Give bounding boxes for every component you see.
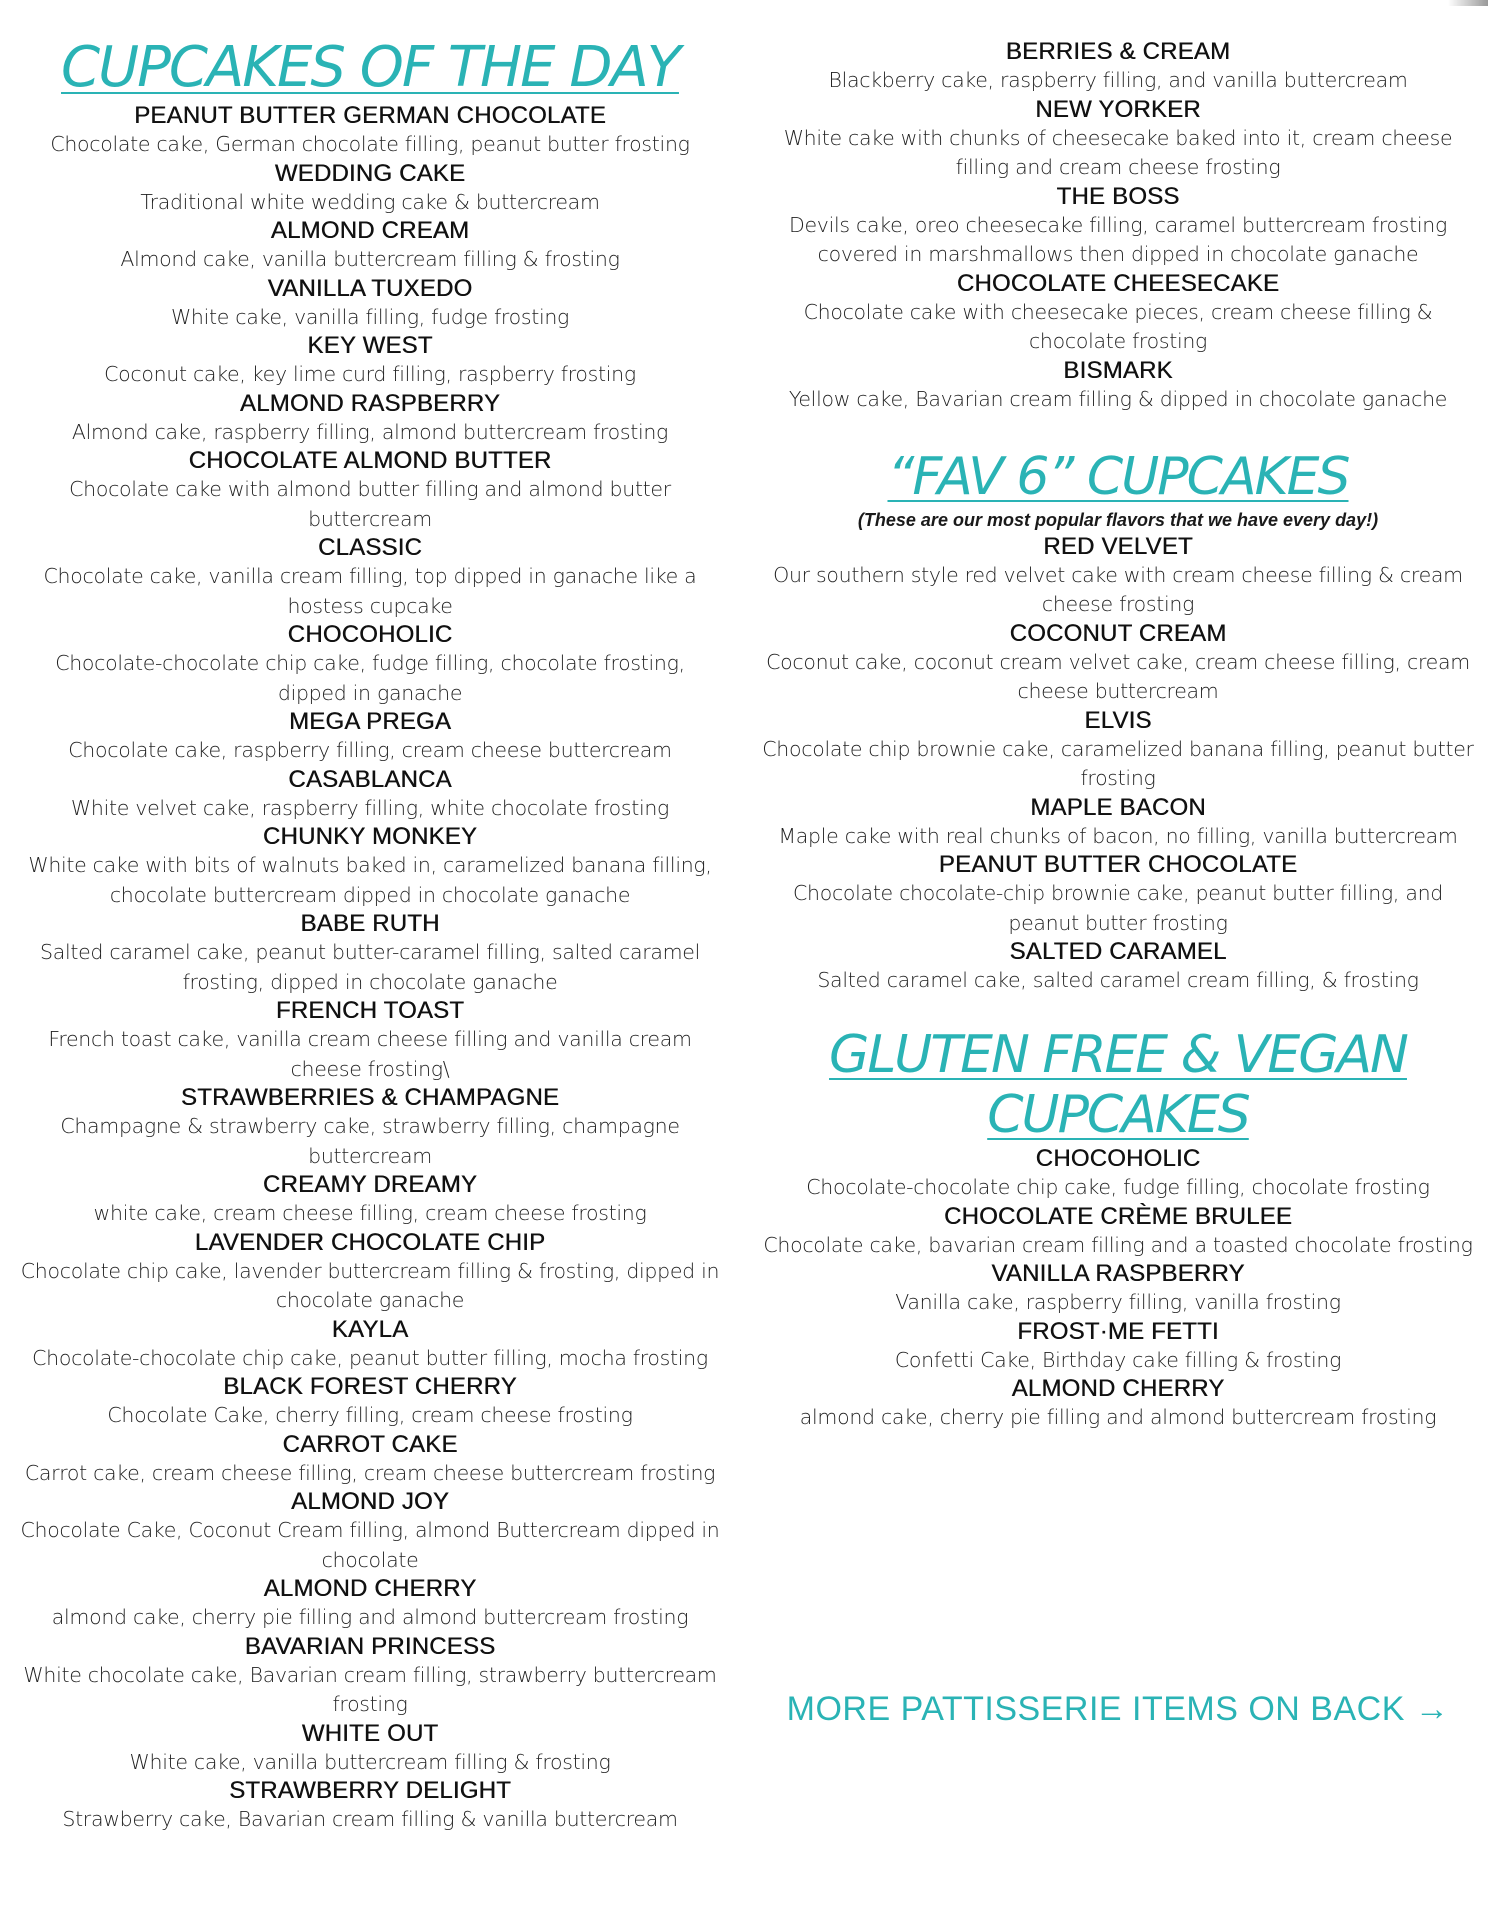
menu-item	[18, 1633, 722, 1720]
menu-item	[18, 275, 722, 333]
menu-item	[762, 1318, 1474, 1376]
menu-item-name: BABE RUTH	[300, 910, 440, 938]
menu-item-name: COCONUT CREAM	[1009, 619, 1227, 647]
menu-item-name: ELVIS	[1084, 706, 1152, 734]
menu-item-description: Chocolate cake, German chocolate filling, peanut butter frosting	[50, 132, 690, 157]
menu-item-description: Chocolate-chocolate chip cake, fudge filling, chocolate frosting	[806, 1175, 1430, 1200]
menu-item-name: STRAWBERRIES & CHAMPAGNE	[180, 1084, 560, 1112]
menu-item-name: CASABLANCA	[288, 765, 452, 793]
menu-item-description: Champagne & strawberry cake, strawberry filling, champagne buttercream	[60, 1114, 680, 1168]
menu-item-description: Chocolate cake with almond butter filling and almond butter buttercream	[69, 477, 671, 531]
menu-item	[18, 1229, 722, 1316]
gluten-free-list	[762, 1145, 1474, 1433]
fav6-list	[762, 533, 1474, 996]
menu-item	[18, 102, 722, 160]
menu-item-description: Carrot cake, cream cheese filling, cream cheese buttercream frosting	[24, 1460, 716, 1485]
menu-item	[762, 38, 1474, 96]
gluten-free-title-line1: GLUTEN FREE & VEGAN	[829, 1024, 1407, 1085]
menu-item-name: KEY WEST	[307, 332, 433, 360]
menu-item-name: BISMARK	[1063, 356, 1173, 384]
menu-item-description: white cake, cream cheese filling, cream cheese frosting	[93, 1201, 647, 1226]
menu-item-name: SALTED CARAMEL	[1009, 938, 1227, 966]
left-column	[18, 36, 722, 1835]
menu-item-description: almond cake, cherry pie filling and almond buttercream frosting	[51, 1605, 689, 1630]
menu-item-name: CLASSIC	[317, 534, 423, 562]
menu-item	[18, 1488, 722, 1575]
menu-item	[762, 357, 1474, 415]
menu-item-description: Strawberry cake, Bavarian cream filling & vanilla buttercream	[62, 1807, 678, 1832]
menu-item-description: White cake with bits of walnuts baked in, caramelized banana filling, chocolate buttercream dipped in chocolate ganache	[28, 853, 712, 907]
right-column	[762, 38, 1474, 1433]
more-items-text: MORE PATTISSERIE ITEMS ON BACK	[786, 1690, 1405, 1728]
menu-item-description: Chocolate-chocolate chip cake, peanut butter filling, mocha frosting	[32, 1345, 708, 1370]
menu-item-name: BLACK FOREST CHERRY	[223, 1373, 517, 1401]
menu-item-description: Salted caramel cake, salted caramel cream filling, & frosting	[817, 968, 1419, 993]
menu-item	[18, 1171, 722, 1229]
menu-item-name: FRENCH TOAST	[275, 997, 465, 1025]
menu-item	[18, 1720, 722, 1778]
menu-item-name: ALMOND CHERRY	[263, 1575, 477, 1603]
menu-item	[18, 1316, 722, 1374]
menu-item-description: Traditional white wedding cake & buttercream	[140, 189, 600, 214]
cupcakes-of-the-day-list	[18, 102, 722, 1835]
more-items-link[interactable]	[762, 1690, 1474, 1729]
menu-item-name: CHOCOLATE CHEESECAKE	[956, 269, 1280, 297]
menu-item	[762, 183, 1474, 270]
menu-item-description: Blackberry cake, raspberry filling, and vanilla buttercream	[828, 68, 1408, 92]
menu-item-name: KAYLA	[331, 1315, 409, 1343]
menu-item	[762, 851, 1474, 938]
menu-item-name: CHOCOLATE CRÈME BRULEE	[943, 1202, 1293, 1230]
menu-item-name: CHUNKY MONKEY	[262, 823, 478, 851]
menu-item	[18, 621, 722, 708]
menu-item-name: FROST·ME FETTI	[1017, 1317, 1219, 1345]
menu-item-name: VANILLA RASPBERRY	[991, 1260, 1245, 1288]
menu-item	[18, 910, 722, 997]
menu-item-description: Confetti Cake, Birthday cake filling & frosting	[894, 1347, 1342, 1372]
menu-item-name: ALMOND CREAM	[270, 217, 470, 245]
menu-item-description: Salted caramel cake, peanut butter-caramel filling, salted caramel frosting, dipped in chocolate ganache	[40, 940, 700, 994]
menu-item	[762, 938, 1474, 996]
menu-item	[18, 766, 722, 824]
menu-item	[762, 96, 1474, 183]
menu-item-name: LAVENDER CHOCOLATE CHIP	[194, 1228, 546, 1256]
menu-item-description: White cake, vanilla filling, fudge frosting	[170, 304, 570, 329]
menu-item-description: Chocolate cake, bavarian cream filling and a toasted chocolate frosting	[763, 1232, 1473, 1257]
menu-item	[18, 823, 722, 910]
menu-item-name: BERRIES & CREAM	[1005, 38, 1231, 65]
menu-item	[18, 332, 722, 390]
menu-item-description: Almond cake, vanilla buttercream filling & frosting	[120, 247, 620, 272]
menu-item-description: Devils cake, oreo cheesecake filling, caramel buttercream frosting covered in marshmallows then dipped in chocolate ganache	[789, 212, 1447, 266]
menu-item-name: CARROT CAKE	[282, 1430, 458, 1458]
scan-edge	[1448, 0, 1488, 6]
menu-item	[18, 447, 722, 534]
menu-item	[18, 160, 722, 218]
menu-item-name: ALMOND CHERRY	[1011, 1375, 1225, 1403]
menu-item-description: Vanilla cake, raspberry filling, vanilla frosting	[895, 1290, 1341, 1315]
menu-item	[18, 217, 722, 275]
menu-item-description: Chocolate Cake, cherry filling, cream cheese frosting	[107, 1403, 633, 1428]
menu-item-description: Chocolate chip cake, lavender buttercream filling & frosting, dipped in chocolate ganache	[20, 1258, 720, 1313]
cupcakes-of-the-day-title: CUPCAKES OF THE DAY	[61, 35, 679, 100]
menu-item	[762, 1260, 1474, 1318]
menu-item-name: WEDDING CAKE	[274, 159, 466, 187]
menu-item-description: Chocolate cake, raspberry filling, cream cheese buttercream	[68, 738, 672, 763]
menu-item	[762, 270, 1474, 357]
menu-item	[762, 1203, 1474, 1261]
menu-item-name: ALMOND JOY	[290, 1488, 450, 1516]
menu-item	[18, 1777, 722, 1835]
menu-item-name: VANILLA TUXEDO	[267, 274, 473, 302]
menu-item-description: Chocolate cake, vanilla cream filling, top dipped in ganache like a hostess cupcake	[43, 564, 697, 618]
menu-item-name: STRAWBERRY DELIGHT	[229, 1777, 511, 1805]
menu-item-description: Chocolate chocolate-chip brownie cake, peanut butter filling, and peanut butter frosting	[793, 881, 1443, 935]
menu-item-name: MEGA PREGA	[288, 708, 452, 736]
menu-item	[762, 1145, 1474, 1203]
menu-item	[18, 1373, 722, 1431]
menu-item	[762, 620, 1474, 707]
menu-item-name: RED VELVET	[1043, 532, 1193, 560]
menu-item-description: Coconut cake, key lime curd filling, raspberry frosting	[104, 362, 636, 387]
menu-item-description: Yellow cake, Bavarian cream filling & dipped in chocolate ganache	[788, 386, 1448, 411]
menu-item-description: Chocolate cake with cheesecake pieces, cream cheese filling & chocolate frosting	[803, 299, 1433, 353]
menu-item	[18, 390, 722, 448]
menu-item-name: THE BOSS	[1056, 182, 1180, 210]
menu-item-description: Chocolate Cake, Coconut Cream filling, almond Buttercream dipped in chocolate	[20, 1518, 720, 1572]
menu-item	[18, 1575, 722, 1633]
fav6-note: (These are our most popular flavors that we have every day!)	[857, 509, 1379, 530]
menu-item	[762, 1375, 1474, 1433]
menu-item-description: White chocolate cake, Bavarian cream filling, strawberry buttercream frosting	[23, 1662, 717, 1717]
menu-item	[762, 533, 1474, 620]
menu-item-description: White cake with chunks of cheesecake baked into it, cream cheese filling and cream cheese frosting	[783, 125, 1453, 179]
menu-item-name: MAPLE BACON	[1030, 793, 1206, 821]
menu-item-name: PEANUT BUTTER GERMAN CHOCOLATE	[134, 102, 606, 130]
menu-item	[18, 1084, 722, 1171]
menu-item-name: NEW YORKER	[1035, 95, 1201, 123]
menu-item-name: BAVARIAN PRINCESS	[244, 1632, 496, 1660]
menu-item-description: almond cake, cherry pie filling and almond buttercream frosting	[799, 1405, 1437, 1430]
menu-item-description: Almond cake, raspberry filling, almond buttercream frosting	[71, 419, 669, 444]
fav6-title: “FAV 6” CUPCAKES	[887, 447, 1349, 507]
menu-item	[18, 534, 722, 621]
menu-item	[18, 708, 722, 766]
menu-item-name: PEANUT BUTTER CHOCOLATE	[938, 851, 1298, 879]
gluten-free-title-line2: CUPCAKES	[987, 1084, 1249, 1145]
menu-item-name: CHOCOHOLIC	[1035, 1145, 1201, 1173]
menu-item-name: ALMOND RASPBERRY	[239, 389, 501, 417]
menu-item-name: WHITE OUT	[301, 1719, 439, 1747]
menu-item	[18, 1431, 722, 1489]
menu-item-description: Coconut cake, coconut cream velvet cake, cream cheese filling, cream cheese buttercream	[766, 649, 1470, 704]
menu-item	[762, 707, 1474, 794]
menu-item-description: White cake, vanilla buttercream filling & frosting	[129, 1749, 611, 1774]
cupcakes-of-the-day-continued-list	[762, 38, 1474, 414]
menu-item-description: White velvet cake, raspberry filling, white chocolate frosting	[70, 795, 670, 820]
menu-item-description: Our southern style red velvet cake with cream cheese filling & cream cheese frosting	[773, 562, 1463, 617]
menu-item-name: CHOCOHOLIC	[287, 621, 453, 649]
menu-item-description: Maple cake with real chunks of bacon, no filling, vanilla buttercream	[778, 823, 1458, 848]
menu-item-description: Chocolate chip brownie cake, caramelized banana filling, peanut butter frosting	[762, 736, 1474, 791]
menu-item-description: Chocolate-chocolate chip cake, fudge filling, chocolate frosting, dipped in ganache	[55, 651, 685, 705]
menu-item	[762, 794, 1474, 852]
menu-item-name: CREAMY DREAMY	[262, 1171, 478, 1199]
menu-item	[18, 997, 722, 1084]
arrow-right-icon: →	[1414, 1690, 1450, 1728]
menu-item-name: CHOCOLATE ALMOND BUTTER	[188, 447, 552, 475]
menu-item-description: French toast cake, vanilla cream cheese filling and vanilla cream cheese frosting\	[48, 1027, 692, 1081]
